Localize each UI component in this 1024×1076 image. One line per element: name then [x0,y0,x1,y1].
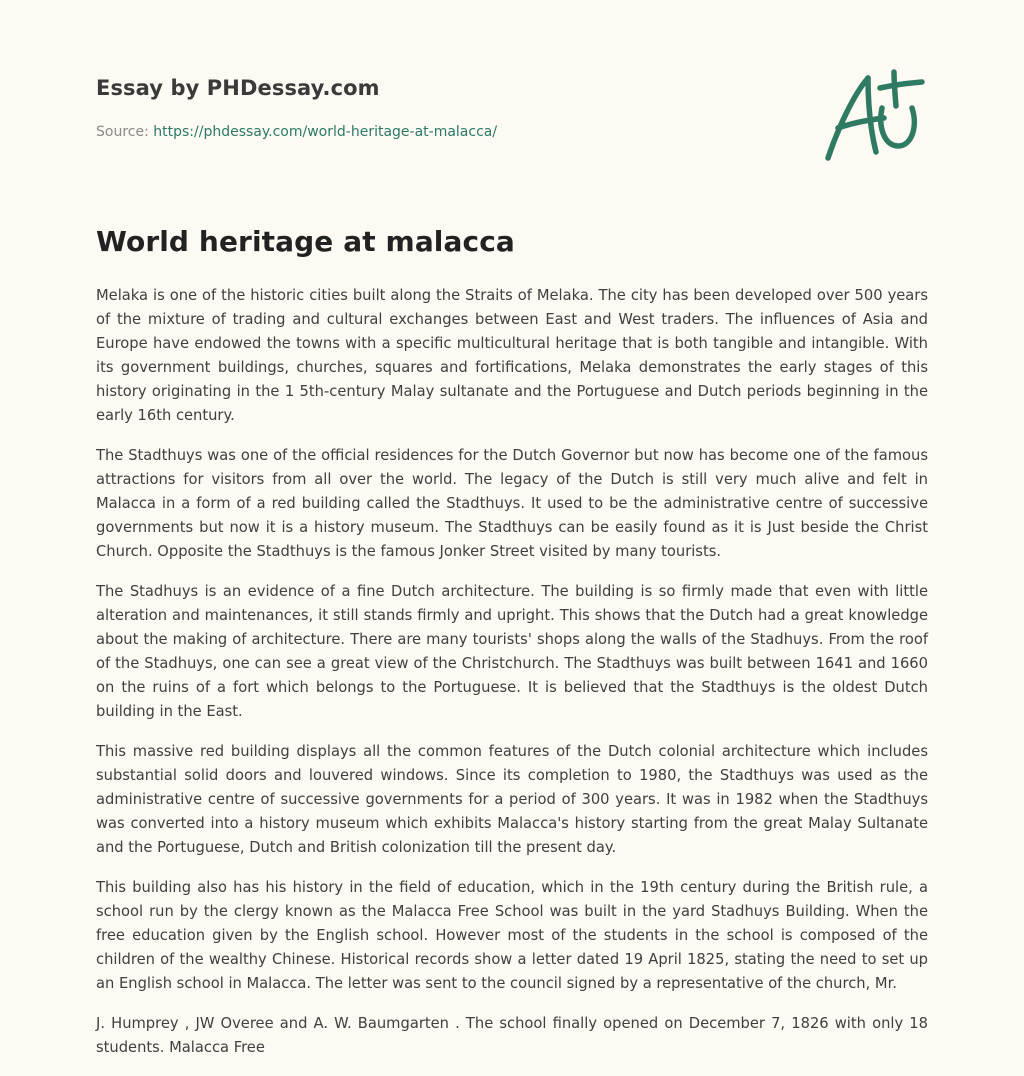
essay-paragraph: The Stadthuys was one of the official residences for the Dutch Governor but now has become one of the famous attractions for visitors from all over the world. The legacy of the Dutch is still very much alive and felt in Malacca in a form of a red building called the Stadthuys. It used to be the administrative centre of successive governments but now it is a history museum. The Stadthuys can be easily found as it is Just beside the Christ Church. Opposite the Stadthuys is the famous Jonker Street visited by many tourists. [96,447,928,560]
a-plus-grade-icon [816,66,928,166]
site-title: Essay by PHDessay.com [96,76,380,100]
essay-paragraph: The Stadhuys is an evidence of a fine Dutch architecture. The building is so firmly made that even with little alteration and maintenances, it still stands firmly and upright. This shows that the Dutch had a great knowledge about the making of architecture. There are many tourists' shops along the walls of the Stadhuys. From the roof of the Stadhuys, one can see a great view of the Christchurch. The Stadthuys was built between 1641 and 1660 on the ruins of a fort which belongs to the Portuguese. It is believed that the Stadthuys is the oldest Dutch building in the East. [96,583,928,720]
essay-title: World heritage at malacca [96,225,515,258]
essay-paragraph: This massive red building displays all the common features of the Dutch colonial architecture which includes substantial solid doors and louvered windows. Since its completion to 1980, the Stadthuys was used as the administrative centre of successive governments for a period of 300 years. It was in 1982 when the Stadthuys was converted into a history museum which exhibits Malacca's history starting from the great Malay Sultanate and the Portuguese, Dutch and British colonization till the present day. [96,743,928,856]
essay-paragraph: This building also has his history in the field of education, which in the 19th century during the British rule, a school run by the clergy known as the Malacca Free School was built in the yard Stadhuys Building. When the free education given by the English school. However most of the students in the school is composed of the children of the wealthy Chinese. Historical records show a letter dated 19 April 1825, stating the need to set up an English school in Malacca. The letter was sent to the council signed by a representative of the church, Mr. [96,879,928,992]
source-link[interactable]: https://phdessay.com/world-heritage-at-malacca/ [153,124,498,140]
essay-body [96,284,928,1076]
source-label: Source: [96,124,149,140]
essay-paragraph: J. Humprey , JW Overee and A. W. Baumgarten . The school finally opened on December 7, 1826 with only 18 students. Malacca Free [96,1015,928,1056]
source-line [96,124,497,140]
a-plus-logo-graphic [816,66,928,166]
essay-paragraph: Melaka is one of the historic cities built along the Straits of Melaka. The city has been developed over 500 years of the mixture of trading and cultural exchanges between East and West traders. The influences of Asia and Europe have endowed the towns with a specific multicultural heritage that is both tangible and intangible. With its government buildings, churches, squares and fortifications, Melaka demonstrates the early stages of this history originating in the 1 5th-century Malay sultanate and the Portuguese and Dutch periods beginning in the early 16th century. [96,287,928,424]
